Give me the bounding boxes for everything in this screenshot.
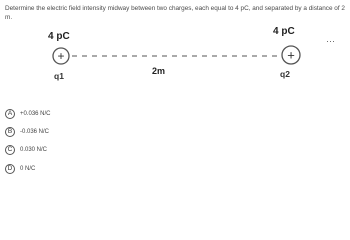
option-b-letter[interactable]: B	[5, 127, 15, 137]
left-charge-name: q1	[54, 71, 64, 81]
option-d-text: 0 N/C	[20, 166, 36, 172]
option-c[interactable]	[5, 144, 47, 156]
option-c-text: 0.030 N/C	[20, 147, 48, 153]
option-b-text: -0.036 N/C	[20, 129, 50, 135]
option-c-letter[interactable]: C	[5, 145, 15, 155]
right-charge-sign: +	[287, 47, 295, 63]
question-text: Determine the electric field intensity midway between two charges, each equal to 4 pC, and separated by a distance of 2 m.	[5, 5, 345, 21]
right-charge-name: q2	[280, 69, 290, 79]
left-charge-sign: +	[57, 49, 65, 63]
option-a-text: +0.036 N/C	[20, 111, 51, 117]
distance-label: 2m	[152, 66, 166, 76]
more-options-icon[interactable]: ⋯	[326, 36, 335, 46]
option-d[interactable]	[5, 163, 35, 175]
option-d-letter[interactable]: D	[5, 164, 15, 174]
right-charge-circle	[280, 44, 302, 66]
separation-line	[72, 54, 282, 58]
left-charge-value: 4 pC	[48, 31, 70, 42]
option-a[interactable]	[5, 108, 51, 120]
option-a-letter[interactable]: A	[5, 109, 15, 119]
left-charge-circle	[51, 46, 71, 66]
right-charge-value: 4 pC	[273, 26, 295, 37]
charge-diagram	[0, 0, 350, 100]
option-b[interactable]	[5, 126, 49, 138]
